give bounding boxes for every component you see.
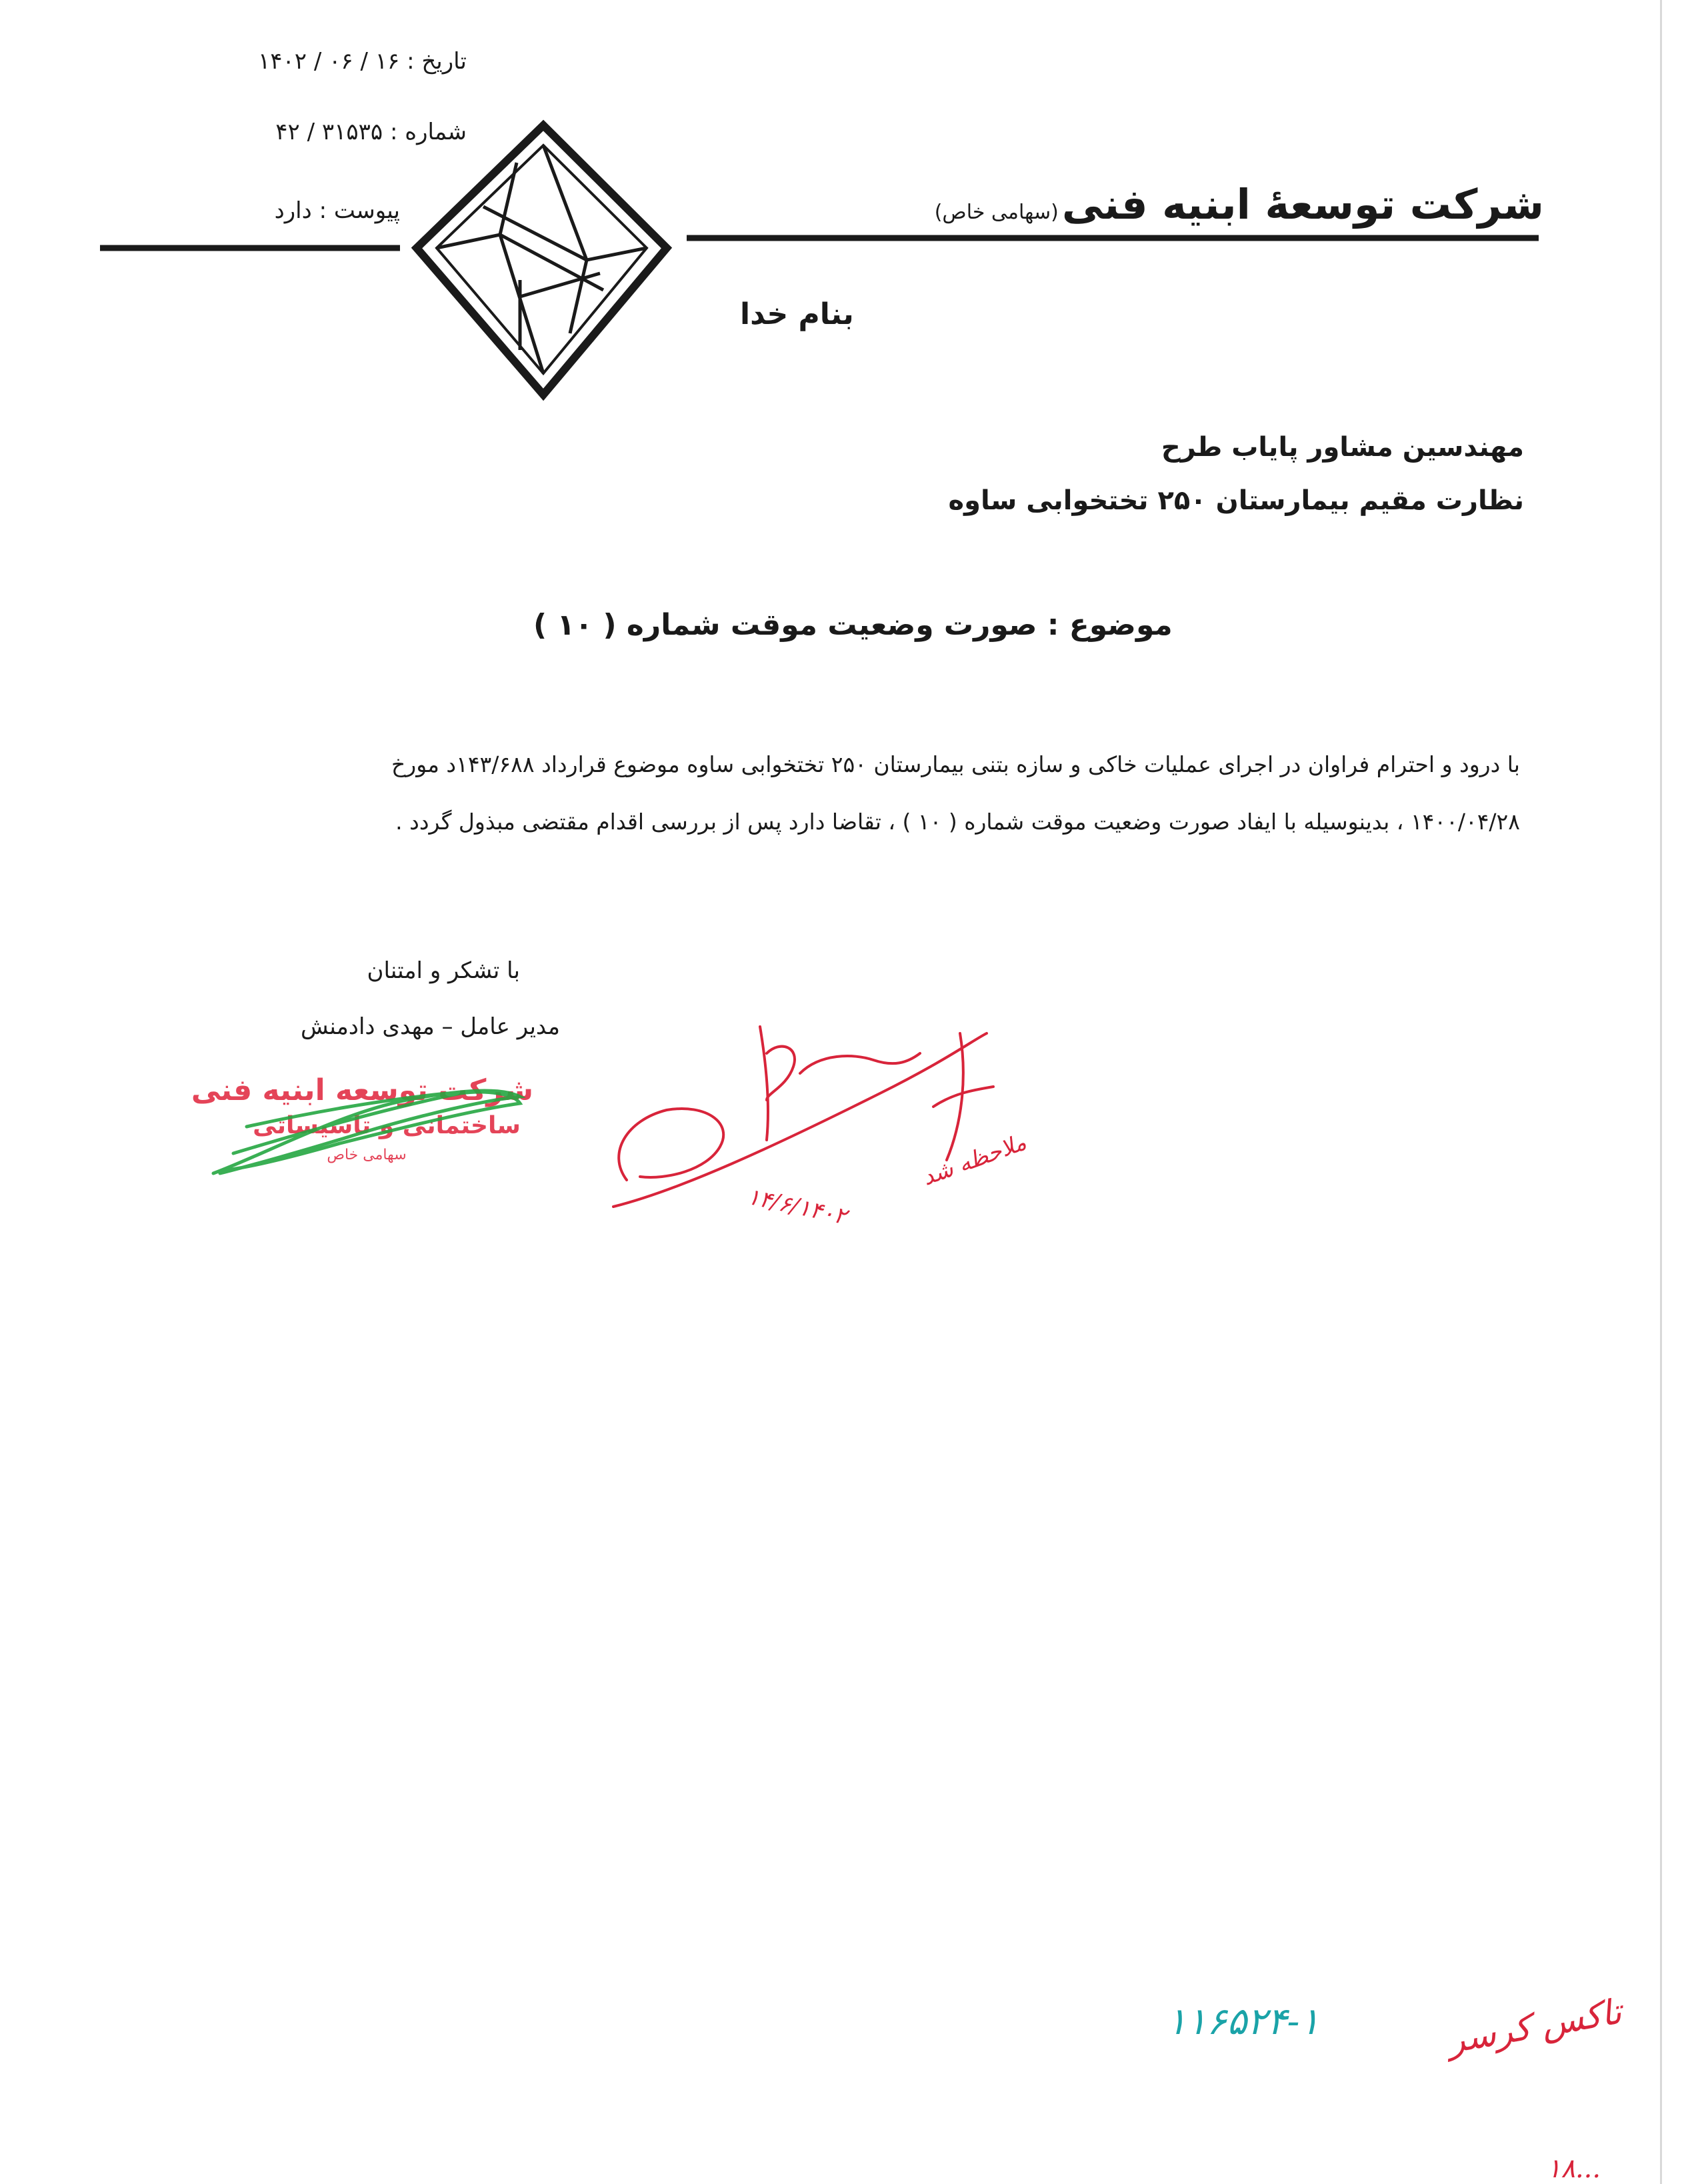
body-paragraph — [107, 736, 1520, 851]
red-note-date: ۱۴/۶/۱۴۰۲ — [745, 1183, 849, 1231]
stamp-line-3: سهامی خاص — [327, 1147, 407, 1163]
body-line-2: ۱۴۰۰/۰۴/۲۸ ، بدینوسیله با ایفاد صورت وضعیت موقت شماره ( ۱۰ ) ، تقاضا دارد پس از بررسی اقدام مقتضی مبذول گردد . — [395, 809, 1520, 835]
attachment-line: پیوست : دارد — [274, 197, 400, 224]
recipient-line-1: مهندسین مشاور پایاب طرح — [1161, 432, 1524, 463]
header-rule-and-logo — [0, 0, 1684, 427]
red-bottom-note: تاکس کرسر — [1444, 1991, 1625, 2062]
diamond-pinwheel-logo-icon — [417, 125, 667, 395]
company-type: (سهامی خاص) — [934, 201, 1059, 224]
bismillah-heading: بنام خدا — [740, 297, 854, 331]
body-line-1: با درود و احترام فراوان در اجرای عملیات خاکی و سازه بتنی بیمارستان ۲۵۰ تختخوابی ساوه موضوع قرارداد ۱۴۳/۶۸۸د مورخ — [391, 751, 1520, 777]
green-signature-scribble — [191, 1073, 540, 1187]
red-note-seen: ملاحظه شد — [919, 1129, 1030, 1191]
stamp-line-1: شرکت توسعه ابنیه فنی — [191, 1073, 533, 1107]
stamp-line-2: ساختمانی و تاسیساتی — [253, 1112, 521, 1139]
recipient-line-2: نظارت مقیم بیمارستان ۲۵۰ تختخوابی ساوه — [948, 485, 1524, 516]
subject-line: موضوع : صورت وضعیت موقت شماره ( ۱۰ ) — [533, 608, 1173, 642]
red-approval-signature — [600, 1013, 1013, 1280]
date-line: تاریخ : ۱۶ / ۰۶ / ۱۴۰۲ — [258, 48, 467, 75]
company-stamp — [191, 1073, 540, 1187]
number-line: شماره : ۳۱۵۳۵ / ۴۲ — [275, 119, 467, 145]
closing-thanks: با تشکر و امتنان — [367, 957, 520, 984]
teal-registration-number: ۱۱۶۵۲۴-۱ — [1167, 2000, 1320, 2043]
red-bottom-partial: ۱۸... — [1547, 2153, 1601, 2184]
company-name: شرکت توسعهٔ ابنیه فنی — [1061, 180, 1544, 229]
closing-signer: مدیر عامل – مهدی دادمنش — [300, 1013, 560, 1040]
